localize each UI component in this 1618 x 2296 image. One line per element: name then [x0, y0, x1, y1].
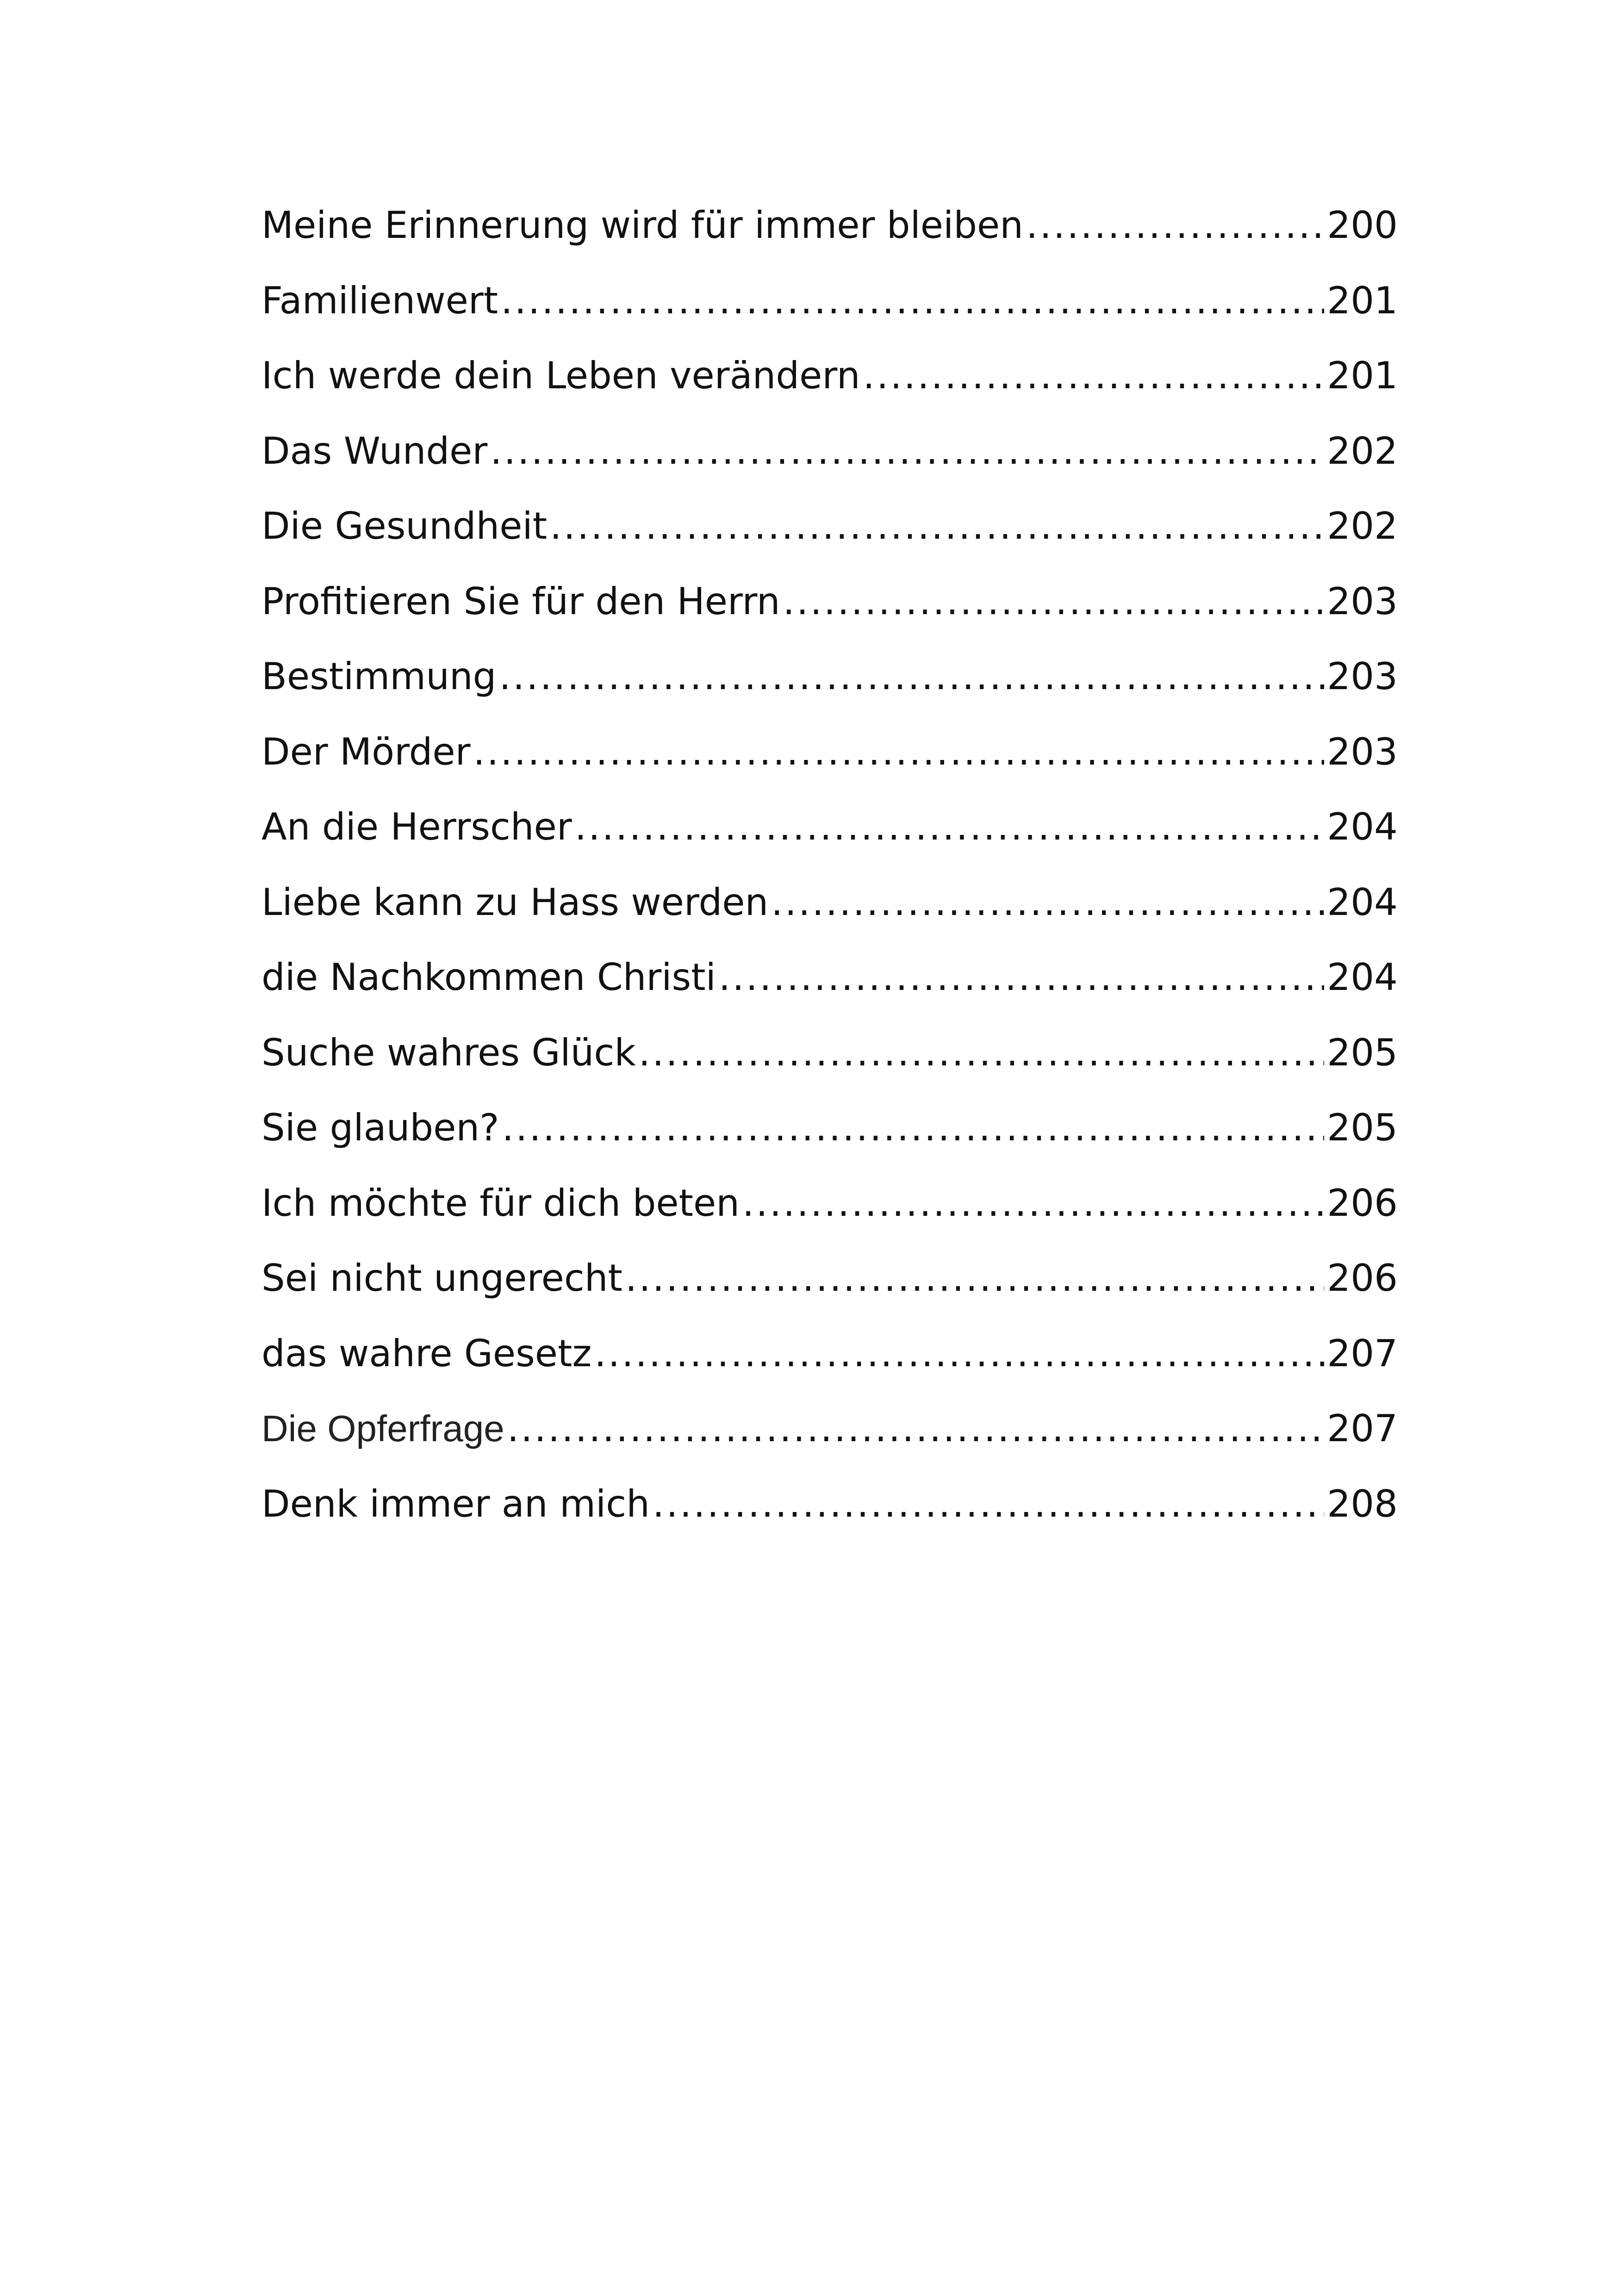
toc-entry[interactable]: [261, 504, 1398, 580]
toc-entry-page: 205: [1327, 1031, 1398, 1074]
toc-dot-leader: [1026, 204, 1324, 247]
toc-entry-title: Sei nicht ungerecht: [261, 1257, 622, 1300]
toc-entry-page: 204: [1327, 805, 1398, 848]
toc-entry-title: Familienwert: [261, 279, 498, 322]
toc-entry[interactable]: [261, 1106, 1398, 1182]
toc-entry-page: 207: [1327, 1332, 1398, 1375]
toc-entry-title: Meine Erinnerung wird für immer bleiben: [261, 204, 1023, 247]
toc-entry-title: Der Mörder: [261, 730, 471, 773]
toc-dot-leader: [501, 279, 1324, 322]
toc-entry[interactable]: [261, 730, 1398, 806]
toc-entry[interactable]: [261, 354, 1398, 429]
toc-entry[interactable]: [261, 429, 1398, 505]
toc-entry[interactable]: [261, 1257, 1398, 1332]
toc-entry-title: die Nachkommen Christi: [261, 956, 716, 999]
toc-dot-leader: [863, 354, 1325, 397]
toc-entry[interactable]: [261, 1031, 1398, 1107]
toc-dot-leader: [507, 1407, 1325, 1450]
toc-entry-page: 206: [1327, 1257, 1398, 1300]
toc-entry-title: Profitieren Sie für den Herrn: [261, 579, 780, 623]
toc-entry-title: das wahre Gesetz: [261, 1332, 592, 1375]
toc-dot-leader: [473, 730, 1324, 773]
toc-entry-title: Denk immer an mich: [261, 1482, 650, 1525]
toc-entry-page: 202: [1327, 429, 1398, 473]
toc-dot-leader: [719, 956, 1325, 999]
toc-entry-title: Suche wahres Glück: [261, 1031, 636, 1074]
toc-entry-title: Das Wunder: [261, 429, 488, 473]
toc-entry[interactable]: [261, 881, 1398, 956]
toc-dot-leader: [502, 1106, 1325, 1149]
toc-entry-page: 203: [1327, 655, 1398, 698]
toc-entry[interactable]: [261, 805, 1398, 881]
toc-entry[interactable]: [261, 580, 1398, 655]
toc-entry-title: An die Herrscher: [261, 805, 572, 848]
toc-entry-page: 203: [1327, 579, 1398, 623]
toc-entry-title: Bestimmung: [261, 655, 497, 698]
toc-dot-leader: [499, 655, 1324, 698]
toc-entry[interactable]: [261, 204, 1398, 279]
toc-dot-leader: [625, 1257, 1324, 1300]
toc-dot-leader: [653, 1482, 1324, 1525]
toc-entry[interactable]: [261, 1182, 1398, 1257]
toc-entry-page: 204: [1327, 956, 1398, 999]
toc-entry[interactable]: [261, 956, 1398, 1031]
toc-dot-leader: [575, 805, 1325, 848]
toc-entry[interactable]: [261, 655, 1398, 730]
toc-entry-page: 201: [1327, 354, 1398, 397]
toc-entry-title: Sie glauben?: [261, 1106, 499, 1149]
toc-entry-page: 200: [1327, 204, 1398, 247]
toc-entry[interactable]: [261, 1332, 1398, 1407]
toc-dot-leader: [490, 429, 1324, 473]
toc-entry-page: 201: [1327, 279, 1398, 322]
table-of-contents: [261, 204, 1398, 1557]
toc-entry-page: 203: [1327, 730, 1398, 773]
toc-entry-page: 206: [1327, 1181, 1398, 1225]
toc-entry-title: Die Gesundheit: [261, 504, 548, 548]
toc-entry-page: 205: [1327, 1106, 1398, 1149]
toc-dot-leader: [639, 1031, 1325, 1074]
toc-entry-title: Die Opferfrage: [261, 1408, 504, 1449]
toc-dot-leader: [742, 1182, 1324, 1225]
toc-dot-leader: [550, 504, 1324, 548]
toc-entry[interactable]: [261, 279, 1398, 355]
toc-entry[interactable]: [261, 1482, 1398, 1558]
toc-entry-title: Ich möchte für dich beten: [261, 1181, 740, 1225]
toc-entry-title: Liebe kann zu Hass werden: [261, 880, 769, 924]
toc-dot-leader: [783, 580, 1325, 623]
toc-entry-page: 204: [1327, 880, 1398, 924]
toc-entry-page: 208: [1327, 1482, 1398, 1525]
toc-entry-page: 207: [1327, 1407, 1398, 1450]
toc-dot-leader: [594, 1332, 1324, 1375]
toc-entry-page: 202: [1327, 504, 1398, 548]
toc-entry[interactable]: [261, 1407, 1398, 1482]
toc-entry-title: Ich werde dein Leben verändern: [261, 354, 860, 397]
toc-dot-leader: [771, 881, 1324, 924]
